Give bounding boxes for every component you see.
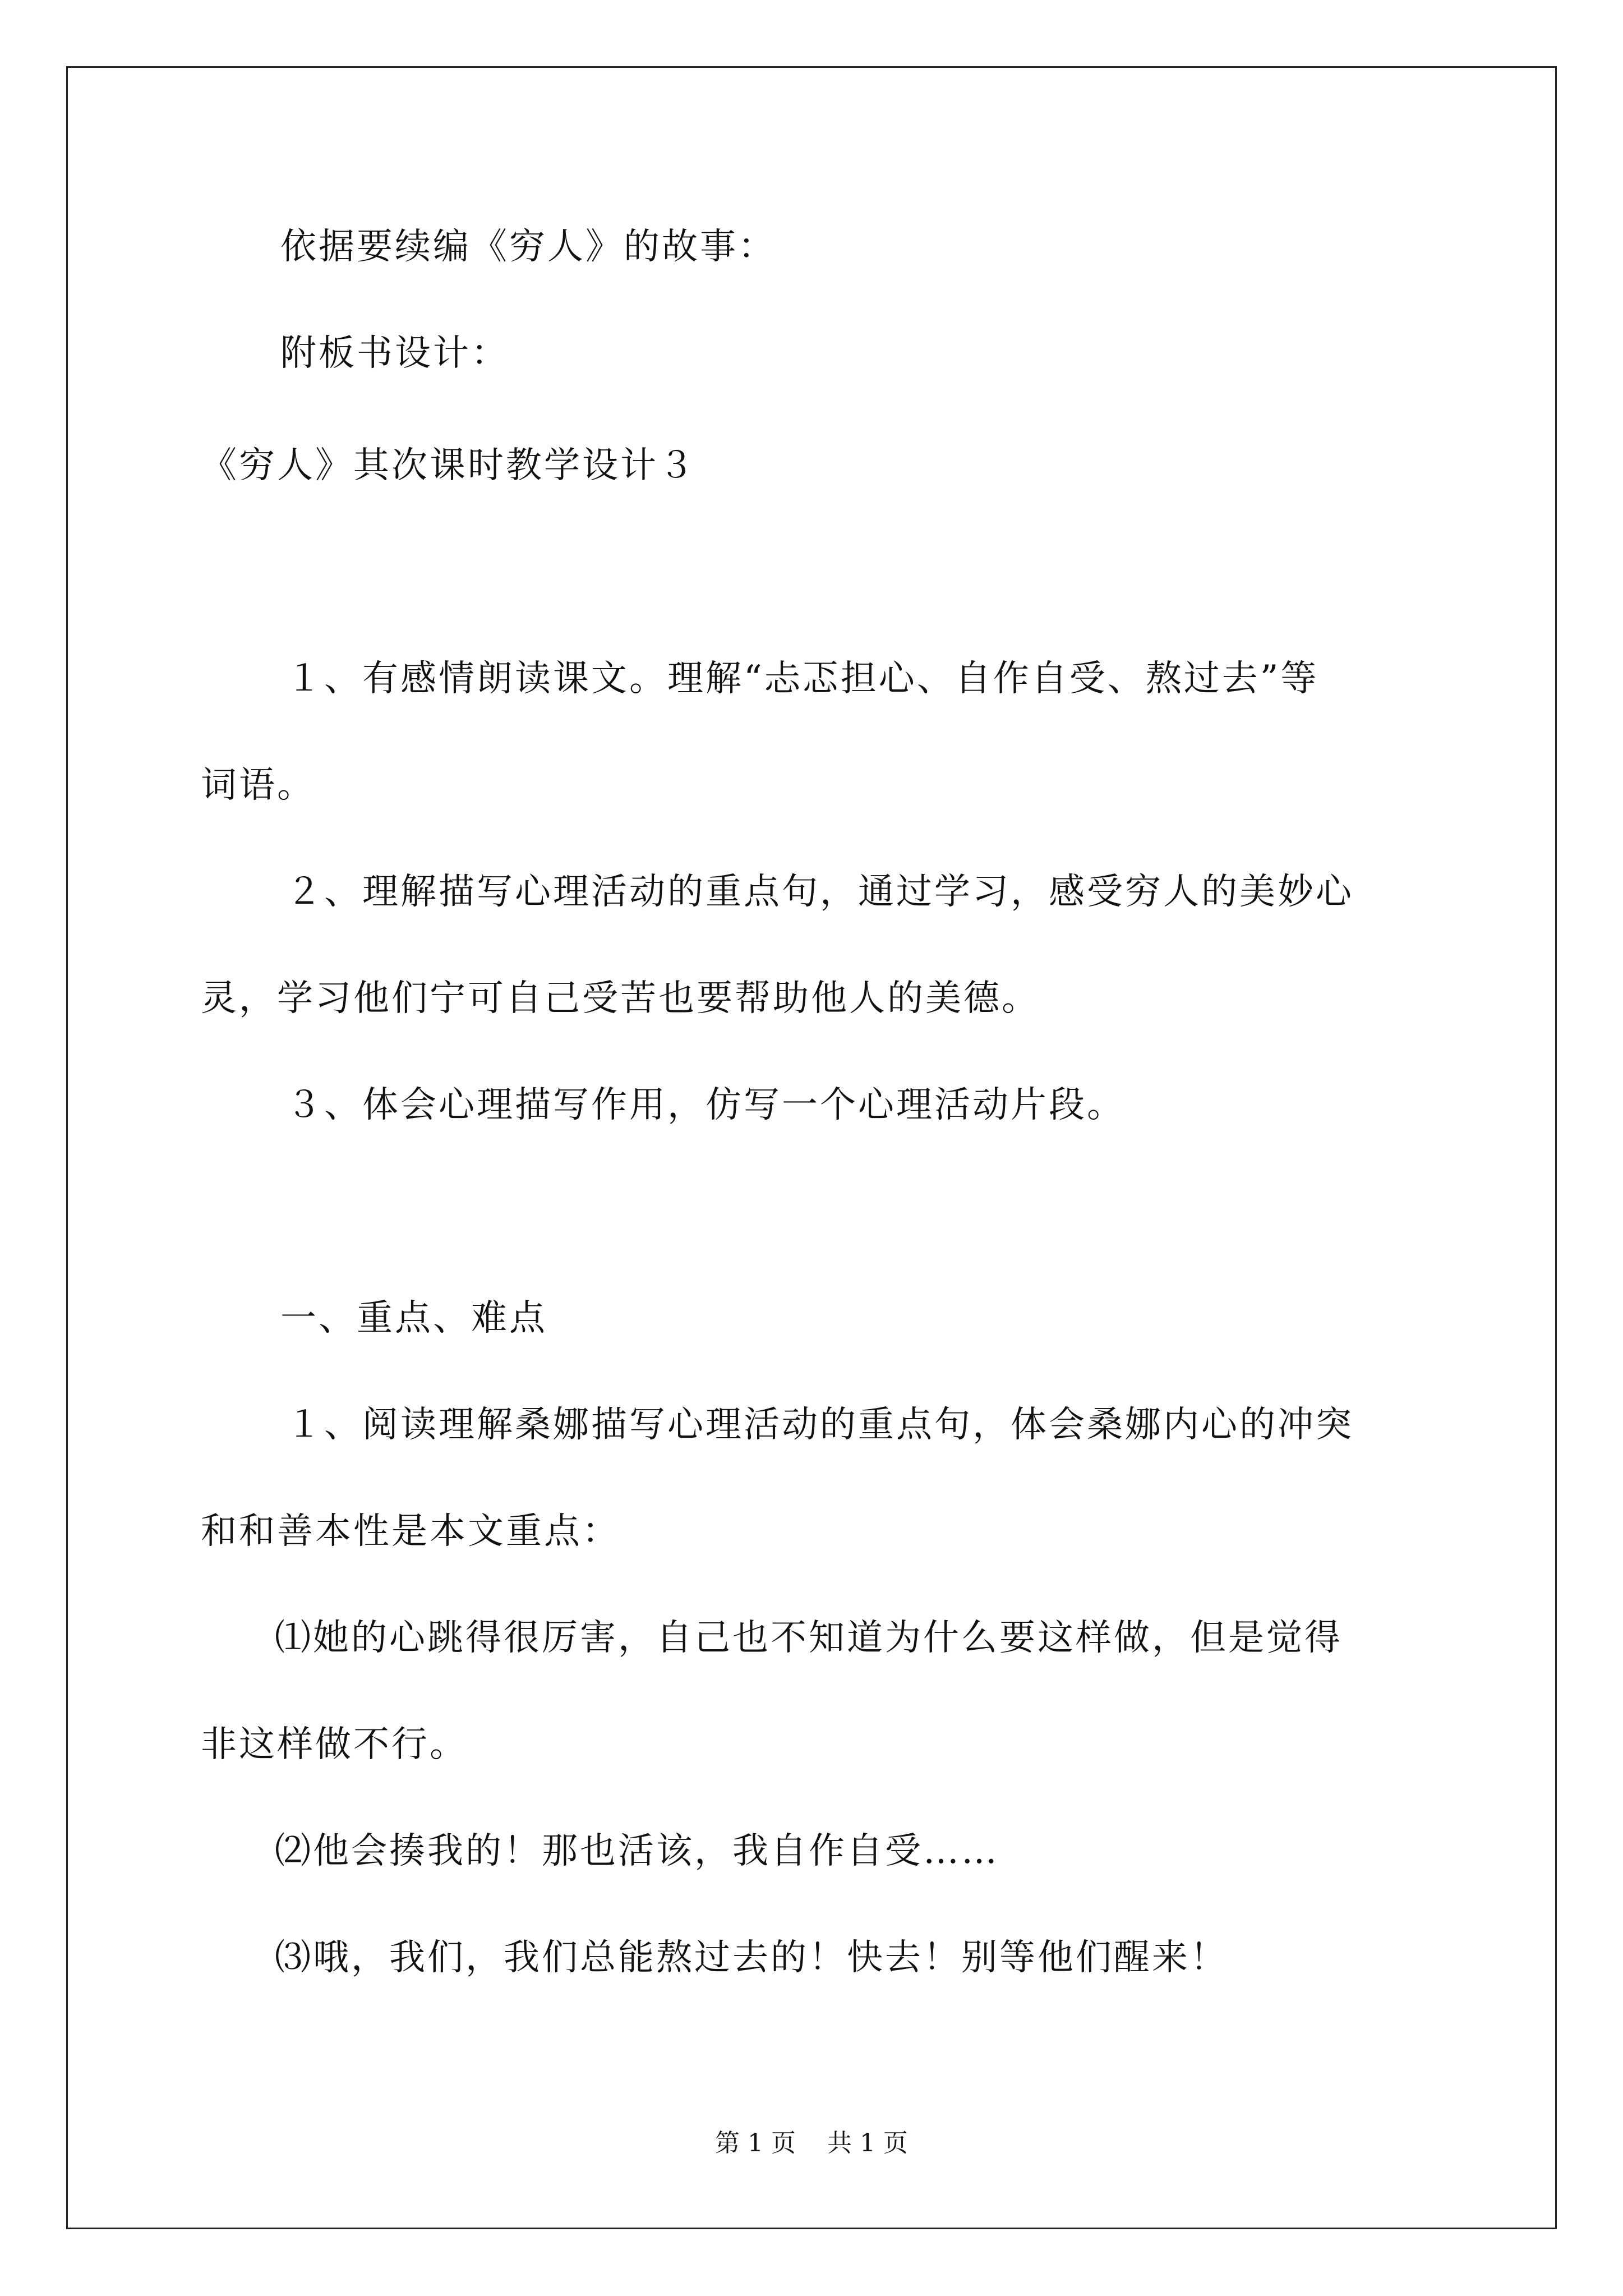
quote-1-line-1: ⑴她的心跳得很厉害，自己也不知道为什么要这样做，但是觉得 [275,1617,1343,1659]
quote-3: ⑶哦，我们，我们总能熬过去的！快去！别等他们醒来！ [275,1937,1228,1978]
page-footer: 第 1 页 共 1 页 [715,2129,908,2157]
quote-2: ⑵他会揍我的！那也活该，我自作自受…… [275,1830,999,1872]
key-point-1-line-1: １、阅读理解桑娜描写心理活动的重点句，体会桑娜内心的冲突 [286,1404,1354,1446]
paragraph-line: 附板书设计： [280,333,509,374]
quote-1-line-2: 非这样做不行。 [201,1724,468,1765]
objective-1-line-2: 词语。 [201,765,315,806]
page-frame [66,66,1557,2229]
paragraph-line: 依据要续编《穷人》的故事： [280,226,776,268]
heading-key-points: 一、重点、难点 [280,1297,547,1339]
key-point-1-line-2: 和和善本性是本文重点： [201,1511,620,1552]
section-title: 《穷人》其次课时教学设计３ [201,445,697,486]
objective-3: ３、体会心理描写作用，仿写一个心理活动片段。 [286,1084,1125,1126]
objective-2-line-2: 灵，学习他们宁可自己受苦也要帮助他人的美德。 [201,978,1040,1019]
objective-1-line-1: １、有感情朗读课文。理解“忐忑担心、自作自受、熬过去”等 [286,658,1319,700]
objective-2-line-1: ２、理解描写心理活动的重点句，通过学习，感受穷人的美妙心 [286,871,1354,913]
